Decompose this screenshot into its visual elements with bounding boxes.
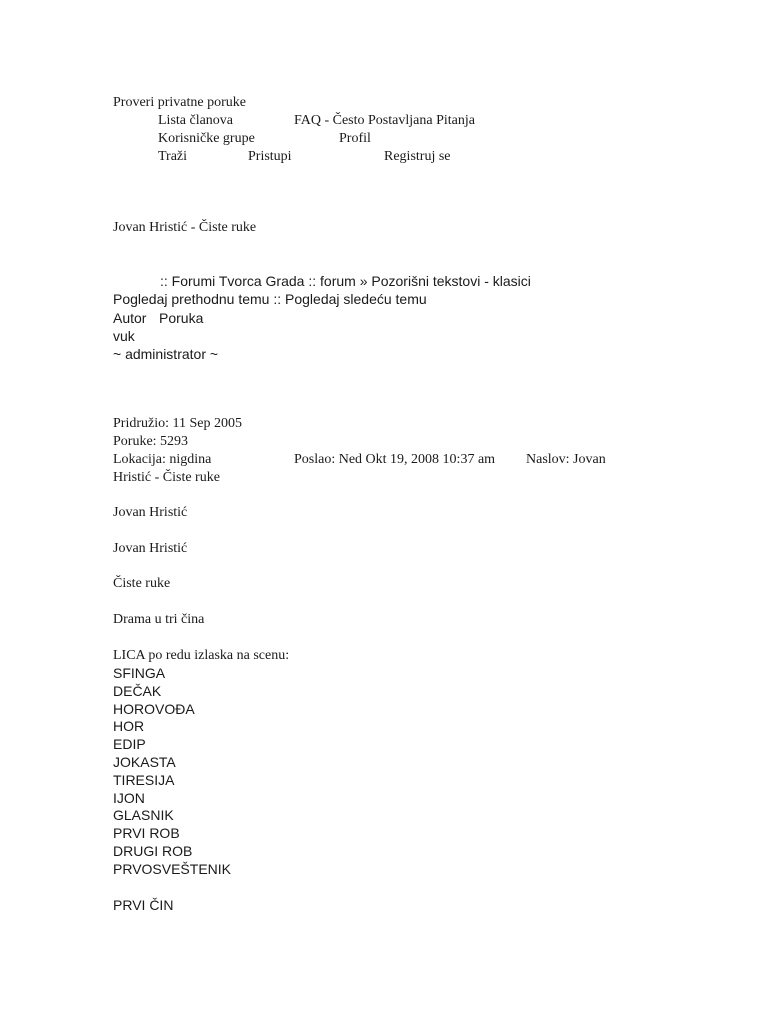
author-rank: ~ administrator ~ (113, 346, 219, 362)
author-post-count: Poruke: 5293 (113, 434, 189, 449)
character-item: DEČAK (113, 682, 162, 699)
author-username: vuk (113, 328, 135, 344)
character-item: GLASNIK (113, 807, 174, 824)
author-location: Lokacija: nigdina (113, 452, 212, 467)
body-author-line: Jovan Hristić (113, 505, 188, 520)
breadcrumb-separator: » (359, 273, 368, 289)
author-column-header: Autor (113, 310, 147, 326)
post-subject-line2: Hristić - Čiste ruke (113, 470, 220, 485)
characters-heading: LICA po redu izlaska na scenu: (113, 648, 290, 663)
topic-nav-separator: :: (273, 291, 282, 307)
private-messages-link[interactable]: Proveri privatne poruke (113, 95, 246, 110)
search-link[interactable]: Traži (158, 149, 188, 164)
register-link[interactable]: Registruj se (384, 149, 451, 164)
profile-link[interactable]: Profil (339, 131, 371, 146)
act-heading: PRVI ČIN (113, 897, 174, 913)
message-column-header: Poruka (159, 310, 204, 326)
play-subtitle: Drama u tri čina (113, 612, 205, 627)
character-item: IJON (113, 789, 145, 806)
characters-list (113, 665, 231, 879)
next-topic-link[interactable]: Pogledaj sledeću temu (285, 291, 427, 307)
user-groups-link[interactable]: Korisničke grupe (158, 131, 255, 146)
character-item: SFINGA (113, 665, 166, 681)
breadcrumb-category-link[interactable]: Pozorišni tekstovi - klasici (371, 273, 531, 289)
character-item: EDIP (113, 736, 146, 753)
play-title: Čiste ruke (113, 576, 171, 591)
topic-navigation (113, 290, 427, 308)
login-link[interactable]: Pristupi (248, 149, 292, 164)
character-item: HOROVOĐA (113, 700, 195, 717)
breadcrumb-site-link[interactable]: :: Forumi Tvorca Grada :: (160, 273, 317, 289)
previous-topic-link[interactable]: Pogledaj prethodnu temu (113, 291, 270, 307)
character-item: DRUGI ROB (113, 842, 193, 859)
topic-title[interactable]: Jovan Hristić - Čiste ruke (113, 220, 257, 235)
character-item: PRVOSVEŠTENIK (113, 860, 232, 877)
breadcrumb-forum-link[interactable]: forum (320, 273, 356, 289)
members-list-link[interactable]: Lista članova (158, 113, 234, 128)
author-joined: Pridružio: 11 Sep 2005 (113, 416, 242, 431)
character-item: PRVI ROB (113, 825, 180, 842)
faq-link[interactable]: FAQ - Često Postavljana Pitanja (294, 113, 475, 128)
post-subject-line1: Naslov: Jovan (526, 452, 606, 467)
character-item: JOKASTA (113, 753, 176, 770)
character-item: HOR (113, 718, 145, 735)
character-item: TIRESIJA (113, 771, 175, 788)
breadcrumb (160, 272, 531, 290)
post-date: Poslao: Ned Okt 19, 2008 10:37 am (294, 452, 496, 467)
body-author-line: Jovan Hristić (113, 541, 188, 556)
